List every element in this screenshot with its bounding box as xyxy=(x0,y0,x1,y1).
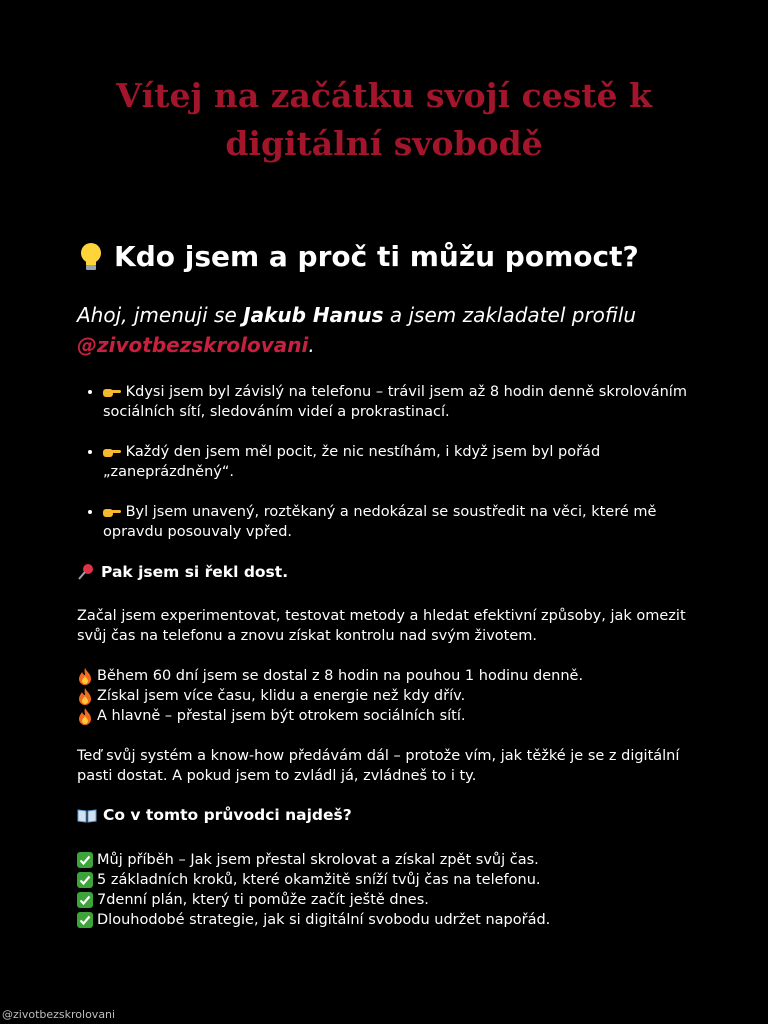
list-item: 5 základních kroků, které okamžitě sníží tvůj čas na telefonu. xyxy=(77,870,697,890)
list-item: • Každý den jsem měl pocit, že nic nestíhám, i když jsem byl pořád „zaneprázdněný“. xyxy=(103,442,703,482)
open-book-icon xyxy=(77,807,97,823)
fire-icon xyxy=(77,707,93,725)
check-box-icon xyxy=(77,852,93,868)
footer-handle: @zivotbezskrolovani xyxy=(2,1008,116,1021)
list-item: Dlouhodobé strategie, jak si digitální svobodu udržet napořád. xyxy=(77,910,697,930)
author-name: Jakub Hanus xyxy=(243,303,384,327)
list-item: Získal jsem více času, klidu a energie než kdy dřív. xyxy=(77,686,697,706)
page-title: Vítej na začátku svojí cestě k digitální svobodě xyxy=(116,76,652,163)
check-box-icon xyxy=(77,892,93,908)
fire-icon xyxy=(77,687,93,705)
experiment-paragraph: Začal jsem experimentovat, testovat metody a hledat efektivní způsoby, jak omezit svůj čas na telefonu a znovu získat kontrolu nad svým životem. xyxy=(77,608,686,644)
check-box-icon xyxy=(77,872,93,888)
lightbulb-icon xyxy=(78,241,104,273)
results-list xyxy=(77,666,697,726)
pointing-hand-icon xyxy=(103,385,121,399)
story-bullet-list xyxy=(88,382,703,562)
intro-paragraph: Ahoj, jmenuji se Jakub Hanus a jsem zakladatel profilu @zivotbezskrolovani. xyxy=(77,303,637,357)
profile-handle[interactable]: @zivotbezskrolovani xyxy=(77,333,309,357)
subheading-enough: Pak jsem si řekl dost. xyxy=(77,563,288,581)
list-item: • Kdysi jsem byl závislý na telefonu – trávil jsem až 8 hodin denně skrolováním sociálních sítí, sledováním videí a prokrastinací. xyxy=(103,382,703,422)
knowhow-paragraph: Teď svůj systém a know-how předávám dál – protože vím, jak těžké je se z digitální pasti dostat. A pokud jsem to zvládl já, zvládneš to i ty. xyxy=(77,748,680,784)
guide-contents-list xyxy=(77,850,697,930)
subheading-guide-contents: Co v tomto průvodci najdeš? xyxy=(77,806,352,824)
section-heading xyxy=(78,240,639,273)
list-item: Během 60 dní jsem se dostal z 8 hodin na pouhou 1 hodinu denně. xyxy=(77,666,697,686)
list-item: Můj příběh – Jak jsem přestal skrolovat a získal zpět svůj čas. xyxy=(77,850,697,870)
list-item: 7denní plán, který ti pomůže začít ještě dnes. xyxy=(77,890,697,910)
pointing-hand-icon xyxy=(103,445,121,459)
pointing-hand-icon xyxy=(103,505,121,519)
list-item: • Byl jsem unavený, roztěkaný a nedokázal se soustředit na věci, které mě opravdu posouvaly vpřed. xyxy=(103,502,703,542)
section-heading-text: Kdo jsem a proč ti můžu pomoct? xyxy=(114,240,639,273)
fire-icon xyxy=(77,667,93,685)
pushpin-icon xyxy=(77,563,95,581)
list-item: A hlavně – přestal jsem být otrokem sociálních sítí. xyxy=(77,706,697,726)
check-box-icon xyxy=(77,912,93,928)
